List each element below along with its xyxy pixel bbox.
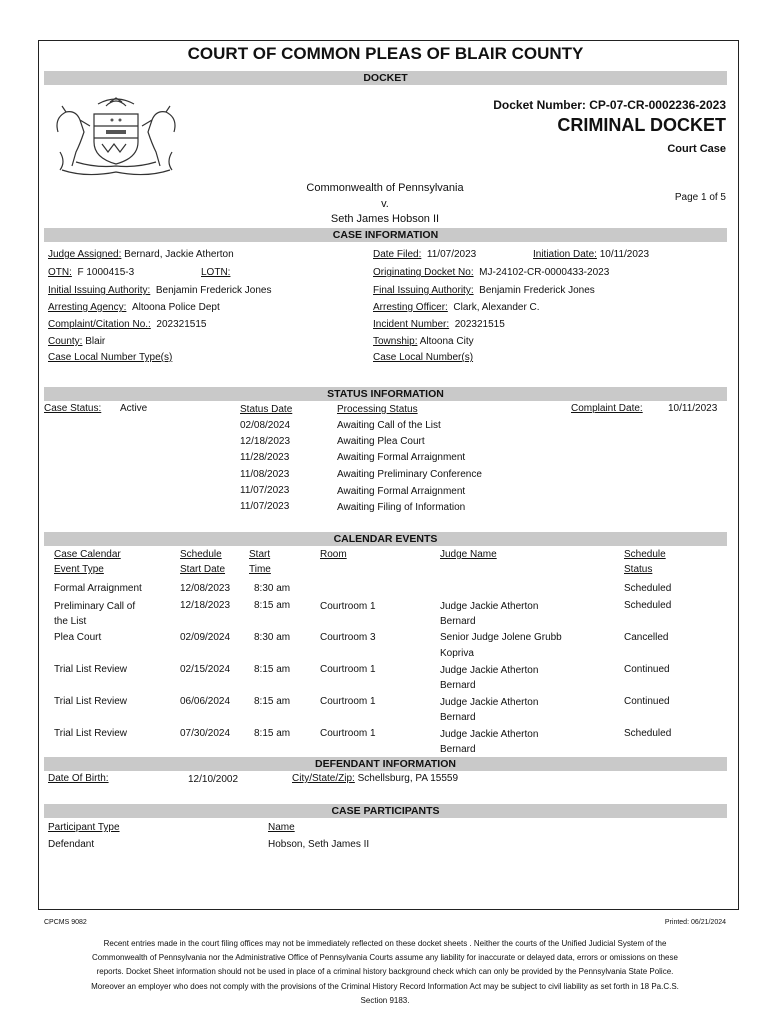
caption-line-3: Seth James Hobson II bbox=[330, 213, 440, 225]
city-state-zip-value: Schellsburg, PA 15559 bbox=[357, 773, 459, 784]
calendar-judge: Judge Jackie Atherton bbox=[440, 729, 539, 740]
status-row-status: Awaiting Filing of Information bbox=[337, 502, 466, 513]
arresting-officer-value: Clark, Alexander C. bbox=[453, 302, 540, 313]
status-information-bar bbox=[44, 387, 727, 401]
township-value: Altoona City bbox=[419, 336, 474, 347]
incident-number bbox=[373, 319, 505, 330]
otn-value: F 1000415-3 bbox=[77, 267, 135, 278]
city-state-zip-label: City/State/Zip: bbox=[292, 773, 355, 784]
caption-line-2: v. bbox=[381, 198, 389, 210]
calendar-room: Courtroom 1 bbox=[320, 728, 376, 739]
docket-label: DOCKET bbox=[363, 72, 408, 84]
judge-assigned-label: Judge Assigned: bbox=[48, 249, 122, 260]
calendar-status: Continued bbox=[624, 696, 670, 707]
status-row-status: Awaiting Formal Arraignment bbox=[337, 452, 466, 463]
calendar-event-type-cont: the List bbox=[54, 616, 87, 627]
status-row-status: Awaiting Call of the List bbox=[337, 420, 441, 431]
calendar-header-start: Start bbox=[249, 549, 271, 560]
pennsylvania-coat-of-arms-icon bbox=[46, 92, 186, 176]
initiation-date-label: Initiation Date: bbox=[533, 249, 597, 260]
calendar-judge-cont: Bernard bbox=[440, 744, 476, 755]
calendar-events-title: CALENDAR EVENTS bbox=[333, 533, 438, 545]
calendar-header-schedule-status: Schedule bbox=[624, 549, 666, 560]
final-authority-label: Final Issuing Authority: bbox=[373, 285, 474, 296]
status-row-date: 11/28/2023 bbox=[240, 452, 290, 463]
docket-number: Docket Number: CP-07-CR-0002236-2023 bbox=[493, 98, 726, 112]
case-status-label: Case Status: bbox=[44, 403, 102, 414]
arresting-officer-label: Arresting Officer: bbox=[373, 302, 448, 313]
complaint-citation-label: Complaint/Citation No.: bbox=[48, 319, 151, 330]
case-status-value: Active bbox=[120, 403, 148, 414]
calendar-start-time: 8:15 am bbox=[254, 600, 291, 611]
participant-type: Defendant bbox=[48, 839, 95, 850]
calendar-room: Courtroom 3 bbox=[320, 632, 376, 643]
calendar-status: Scheduled bbox=[624, 583, 672, 594]
calendar-header-start-date: Start Date bbox=[180, 564, 226, 575]
case-participants-bar bbox=[44, 804, 727, 818]
status-row-date: 11/07/2023 bbox=[240, 501, 290, 512]
status-row-date: 02/08/2024 bbox=[240, 420, 291, 431]
printed-date: Printed: 06/21/2024 bbox=[664, 919, 726, 926]
participant-type-header: Participant Type bbox=[48, 822, 120, 833]
initial-authority-label: Initial Issuing Authority: bbox=[48, 285, 151, 296]
calendar-event-type: Preliminary Call of bbox=[54, 601, 136, 612]
calendar-status: Scheduled bbox=[624, 728, 672, 739]
calendar-header-event-type-2: Event Type bbox=[54, 564, 104, 575]
calendar-judge-cont: Bernard bbox=[440, 712, 476, 723]
arresting-officer bbox=[373, 302, 540, 313]
calendar-judge-cont: Kopriva bbox=[440, 648, 474, 659]
lotn-label: LOTN: bbox=[201, 267, 231, 278]
county-value: Blair bbox=[85, 336, 106, 347]
otn bbox=[48, 267, 134, 278]
status-row-status: Awaiting Plea Court bbox=[337, 436, 425, 447]
status-date-header: Status Date bbox=[240, 404, 293, 415]
calendar-start-date: 07/30/2024 bbox=[180, 728, 231, 739]
calendar-room: Courtroom 1 bbox=[320, 696, 376, 707]
status-information-title: STATUS INFORMATION bbox=[327, 388, 444, 400]
arresting-agency-label: Arresting Agency: bbox=[48, 302, 127, 313]
originating-docket-value: MJ-24102-CR-0000433-2023 bbox=[479, 267, 610, 278]
arresting-agency-value: Altoona Police Dept bbox=[131, 302, 220, 313]
calendar-room: Courtroom 1 bbox=[320, 601, 376, 612]
caption-line-1: Commonwealth of Pennsylvania bbox=[306, 182, 464, 194]
calendar-event-type: Trial List Review bbox=[54, 728, 127, 739]
incident-number-value: 202321515 bbox=[454, 319, 505, 330]
complaint-citation bbox=[48, 319, 206, 330]
calendar-judge-cont: Bernard bbox=[440, 616, 476, 627]
initiation-date-value: 10/11/2023 bbox=[599, 249, 650, 260]
originating-docket-label: Originating Docket No: bbox=[373, 267, 474, 278]
calendar-event-type: Trial List Review bbox=[54, 696, 127, 707]
calendar-start-date: 02/09/2024 bbox=[180, 632, 231, 643]
status-row-date: 11/07/2023 bbox=[240, 485, 290, 496]
calendar-header-judge: Judge Name bbox=[440, 549, 497, 560]
status-row-status: Awaiting Formal Arraignment bbox=[337, 486, 466, 497]
judge-assigned bbox=[48, 249, 234, 260]
calendar-start-time: 8:30 am bbox=[254, 632, 291, 643]
calendar-header-room: Room bbox=[320, 549, 347, 560]
calendar-judge: Judge Jackie Atherton bbox=[440, 665, 539, 676]
calendar-status: Scheduled bbox=[624, 600, 672, 611]
case-local-number-type-label: Case Local Number Type(s) bbox=[48, 352, 173, 363]
originating-docket bbox=[373, 267, 609, 278]
date-filed bbox=[373, 249, 476, 260]
calendar-status: Continued bbox=[624, 664, 670, 675]
participant-name: Hobson, Seth James II bbox=[268, 839, 370, 850]
participant-name-header: Name bbox=[268, 822, 295, 833]
calendar-event-type: Plea Court bbox=[54, 632, 102, 643]
status-row-status: Awaiting Preliminary Conference bbox=[337, 469, 482, 480]
calendar-start-time: 8:15 am bbox=[254, 728, 291, 739]
calendar-header-status: Status bbox=[624, 564, 653, 575]
court-title: COURT OF COMMON PLEAS OF BLAIR COUNTY bbox=[187, 44, 584, 63]
disclaimer: Recent entries made in the court filing offices may not be immediately reflected on these docket sheets . Neither the courts of the Unified Judicial System of the Commonwealth of Pennsylvania nor the Administrative Office of Pennsylvania Courts assume any liability for inaccurate or delayed data, errors or omissions on these reports. Docket Sheet information should not be used in place of a criminal history background check which can only be provided by the Pennsylvania State Police. Moreover an employer who does not comply with the provisions of the Criminal History Record Information Act may be subject to civil liability as set forth in 18 Pa.C.S. Section 9183. bbox=[91, 939, 679, 1005]
case-local-numbers-label: Case Local Number(s) bbox=[373, 352, 474, 363]
incident-number-label: Incident Number: bbox=[373, 319, 450, 330]
calendar-events-bar bbox=[44, 532, 727, 546]
case-information-title: CASE INFORMATION bbox=[332, 229, 439, 241]
case-information-bar bbox=[44, 228, 727, 242]
docket-bar bbox=[44, 71, 727, 85]
otn-label: OTN: bbox=[48, 267, 72, 278]
complaint-date-value: 10/11/2023 bbox=[668, 403, 718, 414]
page-number: Page 1 of 5 bbox=[674, 192, 726, 203]
calendar-header-schedule: Schedule bbox=[180, 549, 222, 560]
calendar-header-time: Time bbox=[249, 564, 271, 575]
dob-label: Date Of Birth: bbox=[48, 773, 109, 784]
status-row-date: 11/08/2023 bbox=[240, 469, 290, 480]
calendar-judge-cont: Bernard bbox=[440, 680, 476, 691]
calendar-room: Courtroom 1 bbox=[320, 664, 376, 675]
initial-authority bbox=[48, 285, 271, 296]
date-filed-label: Date Filed: bbox=[373, 249, 422, 260]
county-label: County: bbox=[48, 336, 83, 347]
county bbox=[48, 336, 105, 347]
calendar-event-type: Formal Arraignment bbox=[54, 583, 142, 594]
form-id: CPCMS 9082 bbox=[44, 919, 87, 926]
initiation-date bbox=[533, 249, 649, 260]
complaint-date-label: Complaint Date: bbox=[571, 403, 643, 414]
docket-type: CRIMINAL DOCKET bbox=[557, 115, 726, 135]
calendar-start-date: 12/08/2023 bbox=[180, 583, 231, 594]
calendar-start-time: 8:15 am bbox=[254, 696, 291, 707]
arresting-agency bbox=[48, 302, 220, 313]
dob-value: 12/10/2002 bbox=[188, 774, 239, 785]
calendar-judge: Senior Judge Jolene Grubb bbox=[440, 632, 562, 643]
processing-status-header: Processing Status bbox=[337, 404, 418, 415]
complaint-citation-value: 202321515 bbox=[156, 319, 207, 330]
final-authority bbox=[373, 285, 595, 296]
case-kind: Court Case bbox=[667, 143, 726, 155]
date-filed-value: 11/07/2023 bbox=[426, 249, 477, 260]
calendar-judge: Judge Jackie Atherton bbox=[440, 601, 539, 612]
calendar-start-date: 02/15/2024 bbox=[180, 664, 231, 675]
case-participants-title: CASE PARTICIPANTS bbox=[331, 805, 440, 817]
defendant-information-title: DEFENDANT INFORMATION bbox=[315, 758, 456, 770]
township bbox=[373, 336, 474, 347]
calendar-header-event-type: Case Calendar bbox=[54, 549, 121, 560]
calendar-start-date: 06/06/2024 bbox=[180, 696, 231, 707]
defendant-information-bar bbox=[44, 757, 727, 771]
city-state-zip bbox=[292, 773, 458, 784]
status-row-date: 12/18/2023 bbox=[240, 436, 291, 447]
calendar-start-time: 8:30 am bbox=[254, 583, 291, 594]
calendar-event-type: Trial List Review bbox=[54, 664, 127, 675]
calendar-status: Cancelled bbox=[624, 632, 669, 643]
calendar-start-date: 12/18/2023 bbox=[180, 600, 231, 611]
initial-authority-value: Benjamin Frederick Jones bbox=[155, 285, 272, 296]
township-label: Township: bbox=[373, 336, 418, 347]
judge-assigned-value: Bernard, Jackie Atherton bbox=[124, 249, 234, 260]
calendar-judge: Judge Jackie Atherton bbox=[440, 697, 539, 708]
calendar-start-time: 8:15 am bbox=[254, 664, 291, 675]
final-authority-value: Benjamin Frederick Jones bbox=[479, 285, 595, 296]
